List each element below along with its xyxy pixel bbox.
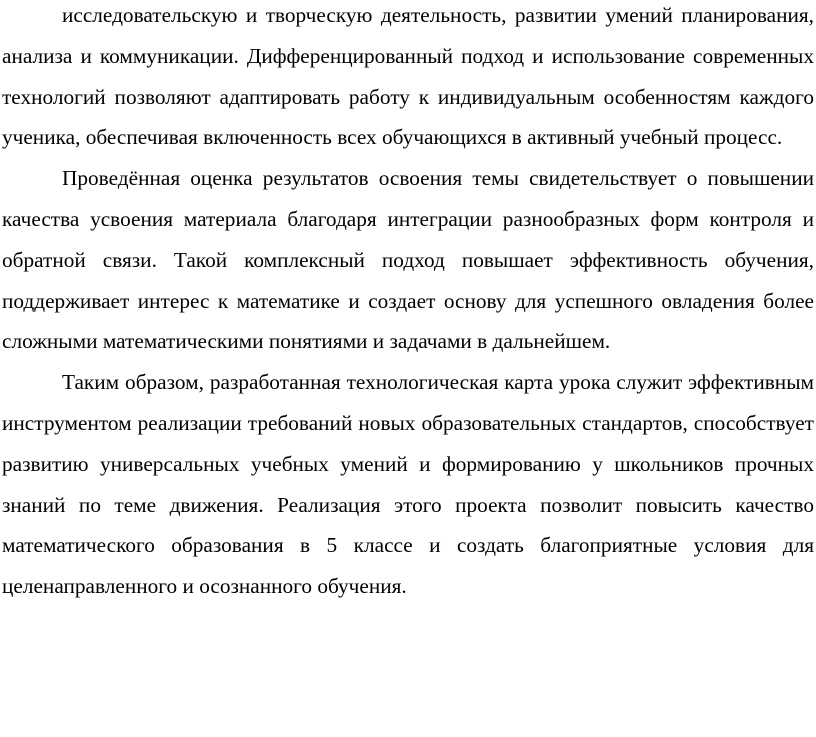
paragraph-assessment: Проведённая оценка результатов освоения темы свидетельствует о повышении качества усвоения материала благодаря интеграции разнообразных форм контроля и обратной связи. Такой комплексный подход повышает эффективность обучения, поддерживает интерес к математике и создает основу для успешного овладения более сложными математическими понятиями и задачами в дальнейшем. [2,166,814,354]
paragraph-conclusion: Таким образом, разработанная технологическая карта урока служит эффективным инструментом реализации требований новых образовательных стандартов, способствует развитию универсальных учебных умений и формированию у школьников прочных знаний по теме движения. Реализация этого проекта позволит повысить качество математического образования в 5 классе и создать благоприятные условия для целенаправленного и осознанного обучения. [2,370,814,599]
paragraph-continuation: исследовательскую и творческую деятельность, развитии умений планирования, анализа и коммуникации. Дифференцированный подход и использование современных технологий позволяют адаптировать работу к индивидуальным особенностям каждого ученика, обеспечивая включенность всех обучающихся в активный учебный процесс. [2,3,814,150]
